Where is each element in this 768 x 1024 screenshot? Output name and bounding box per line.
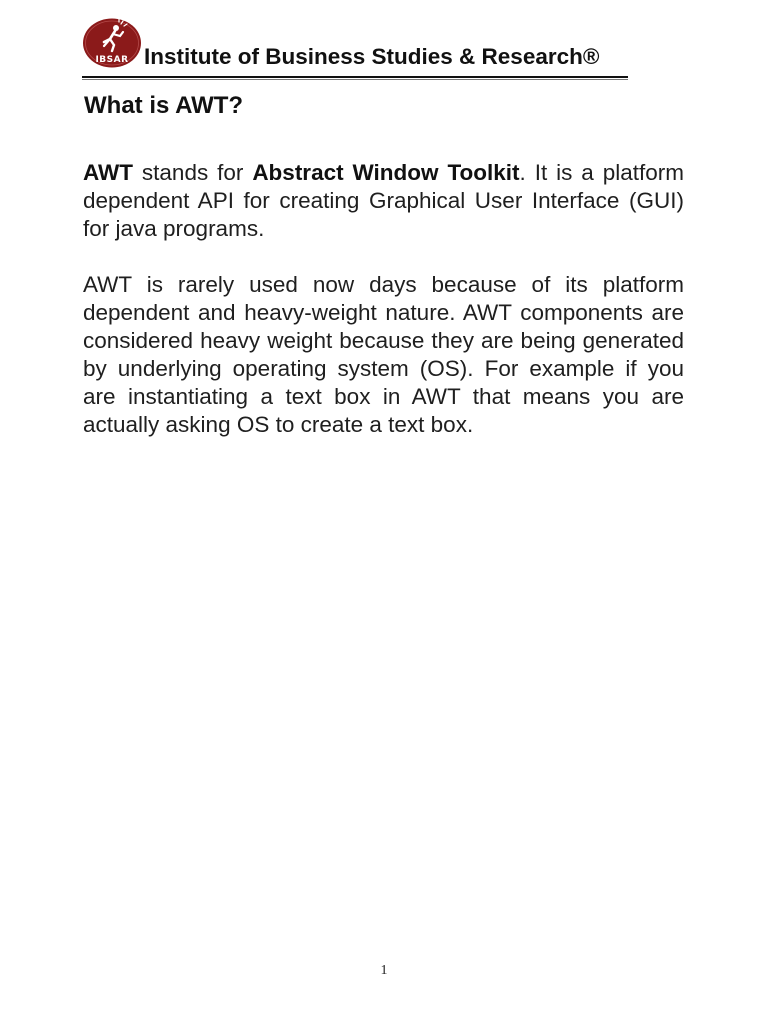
institute-logo — [82, 18, 142, 70]
definition-text: . It is a platform dependent API for creating Graphical User Interface (GUI) for java programs. — [83, 160, 684, 241]
paragraph-explanation: AWT is rarely used now days because of its platform dependent and heavy-weight nature. AWT components are considered heavy weight because they are being generated by underlying operating system (OS). For example if you are instantiating a text box in AWT that means you are actually asking OS to create a text box. — [83, 272, 684, 437]
header-divider — [82, 76, 628, 78]
institute-name: Institute of Business Studies & Research® — [144, 44, 600, 69]
term-expansion: Abstract Window Toolkit — [252, 160, 520, 185]
page-heading: What is AWT? — [84, 92, 244, 119]
logo-text: IBSAR — [95, 55, 129, 65]
page-number: 1 — [380, 963, 388, 978]
paragraph-definition — [83, 159, 684, 243]
page-header — [82, 18, 630, 80]
header-divider-shadow — [82, 79, 628, 80]
stands-for-text: stands for — [133, 160, 253, 185]
term-awt: AWT — [83, 160, 133, 185]
